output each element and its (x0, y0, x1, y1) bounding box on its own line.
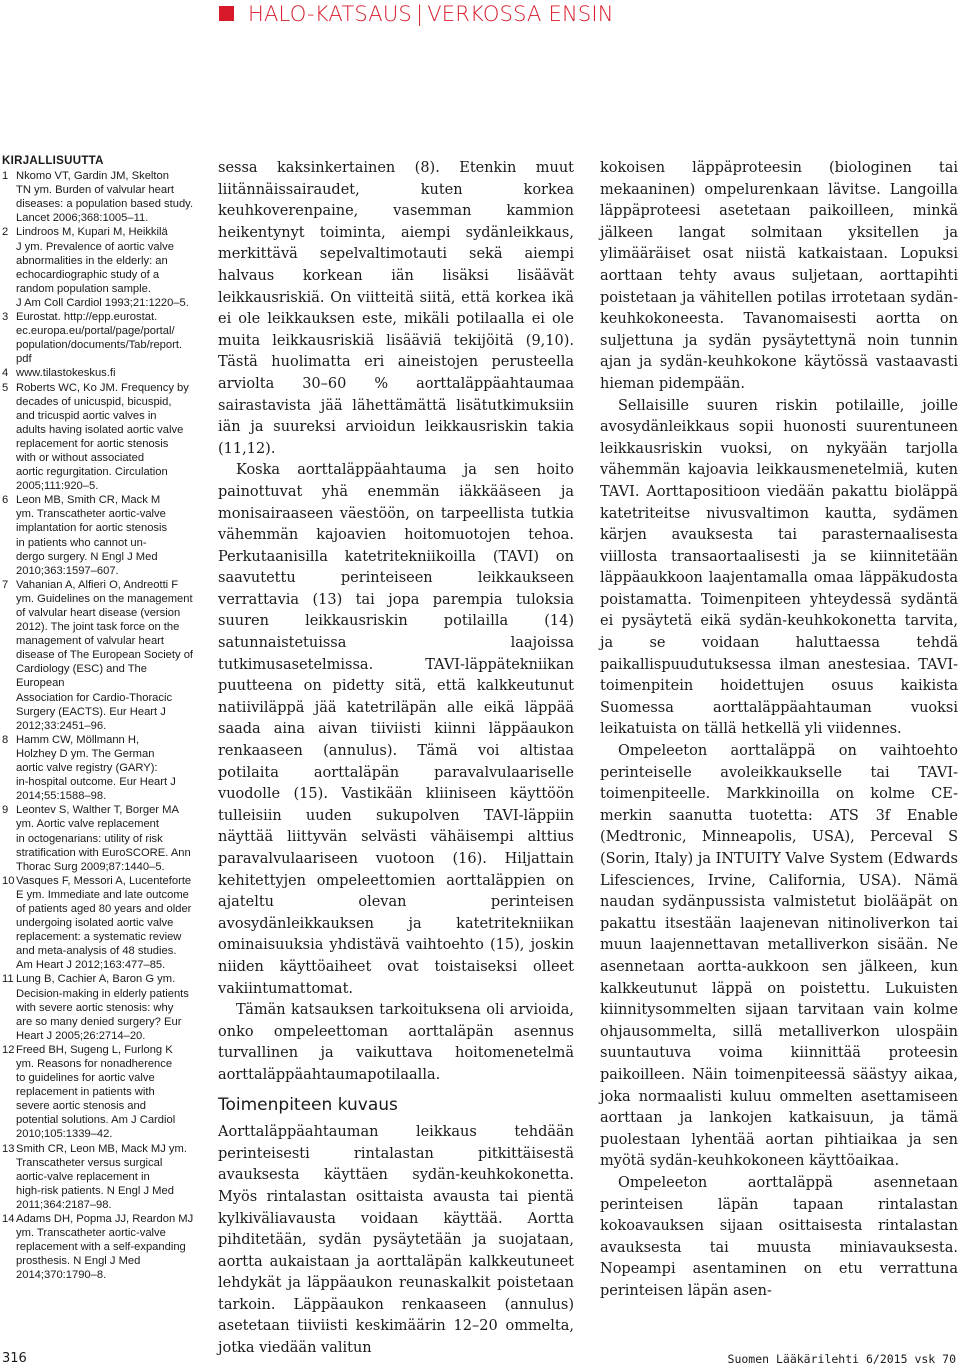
body-paragraph: Koska aorttaläppäahtauma ja sen hoito painottuvat yhä enemmän iäkkääseen ja monisairaaseen väestöön, on tarpeellista tutkia vähemmän kajoavien hoitomuotojen tehoa. Perkutaanisilla katetritekniikoilla (TAVI) on saavutettu perinteiseen leikkaukseen verrattavia (13) tai jopa parempia tuloksia suuren leikkausriskin potilailla (14) satunnaistetuissa laajoissa tutkimusasetelmissa. TAVI-läppätekniikan puutteena on pidetty sitä, että kalkkeutunut natiiviläppä jää katetriläpän alle eikä läppää saada aina aivan tiiviisti kiinni läppäaukon renkaaseen (annulus). Tämä voi altistaa potilaita aorttaläpän paravalvulaariselle vuodolle (15). Vastikään kliiniseen käyttöön tulleisiin uuden sukupolven TAVI-läppiin näyttää liittyvän selvästi vähäisempi alttius paravalvulaariseen vuotoon (16). Hiljattain kehitettyjen ompeleettomien aorttaläppien on ajateltu olevan perinteisen avosydänleikkauksen ja katetritekniikan ominaisuuksia yhdistävä vaihtoehto (15), joskin niiden käyttöaiheet ovat toistaiseksi olleet vakiintumattomat. (218, 462, 574, 997)
reference-item (2, 1212, 198, 1282)
body-column-2 (600, 158, 958, 1302)
body-paragraph: Aorttaläppäahtauman leikkaus tehdään perinteisesti rintalastan pitkittäisestä avauksesta käyttäen sydän-keuhkokonetta. Myös rintalastan osittaista avausta tai pientä kylkiväliavausta voidaan käyttää. Aortta pihditetään, sydän pysäytetään ja suojataan, aortta aukaistaan ja aorttaläpän kalkkeutuneet lehdykät ja läppäaukon reunaskalkit poistetaan tarkoin. Läppäaukon renkaaseen (annulus) asetetaan tiiviisti keskimäärin 12–20 ommelta, jotka viedään valitun (218, 1124, 574, 1357)
body-paragraph: sessa kaksinkertainen (8). Etenkin muut liitännäissairaudet, kuten korkea keuhkoverenpaine, vasemman kammion heikentynyt toiminta, aiempi sydänleikkaus, merkittävä sepelvaltimotauti sekä aiempi halvaus korkean iän lisäksi lisäävät leikkausriskiä. On viitteitä siitä, että korkea ikä ei ole leikkauksen este, mikäli potilaalla ei ole muita leikkausriskiä lisääviä tekijöitä (9,10). Tästä huolimatta eri aineistojen perusteella arviolta 30–60 % aorttaläppäahtaumaa sairastavista jää lähettämättä lisätutkimuksiin iän ja suureksi arvioidun leikkausriskin takia (11,12). (218, 160, 574, 457)
reference-item (2, 803, 198, 873)
section-separator: | (415, 2, 424, 26)
reference-item (2, 874, 198, 973)
reference-item (2, 578, 198, 733)
reference-item (2, 169, 198, 225)
reference-text: Vahanian A, Alfieri O, Andreotti F ym. Guidelines on the management of valvular heart disease (version 2012). The joint task force on the management of valvular heart disease of The European Society of Cardiology (ESC) and The European Association for Cardio-Thoracic Surgery (EACTS). Eur Heart J 2012;33:2451–96. (16, 578, 194, 732)
body-paragraph: kokoisen läppäproteesin (biologinen tai mekaaninen) ompelurenkaan lävitse. Langoilla läppäproteesi asetetaan paikoilleen, minkä jälkeen langat solmitaan yksitellen ja ylimääräiset osat niistä katkaistaan. Lopuksi aorttaan tehty avaus suljetaan, aorttapihti poistetaan ja vähitellen potilas irrotetaan sydän-keuhkokoneesta. Tavanomaisesti aortta on suljettuna ja sydän pysäytettynä noin tunnin ajan ja sydän-keuhkokone käytössä vastaavasti hieman pidempään. (600, 160, 958, 392)
reference-number: 8 (2, 733, 9, 746)
reference-item (2, 493, 198, 578)
body-paragraph: Sellaisille suuren riskin potilaille, joille avosydänleikkaus sopii huonosti suurentuneen leikkausriskin vuoksi, on nykyään tarjolla vähemmän kajoavia leikkausmenetelmiä, kuten TAVI. Aorttapositioon viedään pakattu bioläppä katetriteitse nivusvaltimon kautta, sydämen kärjen avauksesta tai parasternaalisesta viillosta transaortaalisesti ja se kiinnitetään läppäaukkoon laajentamalla omaa läppäkudosta poistamatta. Toimenpiteen yhteydessä sydäntä ei pysäytetä eikä sydän-keuhkokonetta tarvita, ja se voidaan haluttaessa tehdä paikallispuudutuksessa ilman anestesiaa. TAVI-toimenpitein hoidettujen osuus kaikista Suomessa aorttaläppäahtauman vuoksi leikatuista on tällä hetkellä yli viidennes. (600, 397, 958, 738)
reference-text: Nkomo VT, Gardin JM, Skelton TN ym. Burden of valvular heart diseases: a population based study. Lancet 2006;368:1005–11. (16, 170, 194, 225)
reference-text: Adams DH, Popma JJ, Reardon MJ ym. Transcatheter aortic-valve replacement with a self-expanding prosthesis. N Engl J Med 2014;370:1790–8. (16, 1213, 194, 1282)
reference-number: 1 (2, 170, 9, 183)
body-paragraph: Ompeleeton aorttaläppä on vaihtoehto perinteiselle avoleikkaukselle tai TAVI-toimenpiteelle. Markkinoilla on kolme CE-merkin saanutta tuotetta: ATS 3f Enable (Medtronic, Minneapolis, USA), Perceval S (Sorin, Italy) ja INTUITY Valve System (Edwards Lifesciences, Irvine, California, USA). Nämä naudan sydänpussista valmistetut biolääpät on pakattu itsestään laajenevan nitinoliverkon tai muun laajennettavan metalliverkon sisään. Ne asennetaan aortta-aukkoon sen jälkeen, kun kalkkeutunut läppä on poistettu. Lukuisten kiinnitysommelten sijaan tarvitaan vain kolme ohjausommelta, sillä metalliverkon ulospäin suuntautuva voima kiinnittää proteesin paikoilleen. Näin toimenpiteessä säästyy aikaa, joka normaalisti kuluu ommelten asettamiseen aorttaan ja lankojen katkaisuun, ja tämä puolestaan lyhentää aortan pihtiaikaa ja sen myötä sydän-keuhkokoneen käyttöaikaa. (600, 743, 958, 1170)
reference-item (2, 310, 198, 366)
reference-number: 3 (2, 311, 9, 324)
reference-item (2, 381, 198, 494)
body-paragraph: Tämän katsauksen tarkoituksena oli arvioida, onko ompeleettoman aorttaläpän asennus turvallinen ja vaikuttava hoitomenetelmä aorttaläppäahtaumapotilaalla. (218, 1002, 574, 1083)
subsection-name: VERKOSSA ENSIN (427, 2, 614, 26)
reference-text[interactable]: www.tilastokeskus.fi (16, 367, 116, 380)
journal-footer: Suomen Lääkärilehti 6/2015 vsk 70 (727, 1352, 956, 1366)
reference-number: 6 (2, 494, 9, 507)
reference-number: 2 (2, 226, 9, 239)
reference-text: Roberts WC, Ko JM. Frequency by decades of unicuspid, bicuspid, and tricuspid aortic valves in adults having isolated aortic valve replacement for aortic stenosis with or without associated aortic regurgitation. Circulation 2005;111:920–5. (16, 381, 189, 493)
reference-number: 4 (2, 367, 9, 380)
reference-text: Smith CR, Leon MB, Mack MJ ym. Transcatheter versus surgical aortic-valve replacement in high-risk patients. N Engl J Med 2011;364:2187–98. (16, 1142, 187, 1211)
reference-text: Lindroos M, Kupari M, Heikkilä J ym. Prevalence of aortic valve abnormalities in the elderly: an echocardiographic study of a random population sample. J Am Coll Cardiol 1993;21:1220–5. (16, 226, 189, 309)
section-marker-square (219, 6, 234, 21)
reference-text: Hamm CW, Möllmann H, Holzhey D ym. The German aortic valve registry (GARY): in-hospital outcome. Eur Heart J 2014;55:1588–98. (16, 733, 176, 803)
reference-text: Leon MB, Smith CR, Mack M ym. Transcatheter aortic-valve implantation for aortic stenosis in patients who cannot un- dergo surgery. N Engl J Med 2010;363:1597–607. (16, 494, 168, 577)
references-title: KIRJALLISUUTTA (2, 155, 104, 167)
section-heading: Toimenpiteen kuvaus (218, 1094, 398, 1115)
reference-item (2, 733, 198, 803)
reference-item (2, 225, 198, 310)
section-title (248, 2, 614, 26)
reference-item (2, 1043, 198, 1142)
section-name: HALO-KATSAUS (248, 2, 412, 26)
reference-number: 13 (2, 1142, 15, 1155)
reference-text: Vasques F, Messori A, Lucenteforte E ym. Immediate and late outcome of patients aged 80 years and older undergoing isolated aortic valve replacement: a systematic review and meta-analysis of 48 studies. Am Heart J 2012;163:477–85. (16, 874, 192, 972)
reference-number: 10 (2, 874, 15, 887)
reference-number: 11 (2, 973, 14, 986)
reference-item (2, 366, 198, 380)
reference-text: Eurostat. http://epp.eurostat. ec.europa.eu/portal/page/portal/ population/documents/Tab/report. pdf (16, 311, 183, 366)
reference-text: Freed BH, Sugeng L, Furlong K ym. Reasons for nonadherence to guidelines for aortic valve replacement in patients with severe aortic stenosis and potential solutions. Am J Cardiol 2010;105:1339–42. (16, 1043, 176, 1141)
reference-text: Leontev S, Walther T, Borger MA ym. Aortic valve replacement in octogenarians: utility of risk stratification with EuroSCORE. Ann Thorac Surg 2009;87:1440–5. (16, 804, 191, 873)
body-column-1 (218, 158, 574, 1360)
reference-item (2, 972, 198, 1042)
reference-number: 9 (2, 804, 9, 817)
reference-number: 7 (2, 578, 9, 591)
reference-number: 12 (2, 1043, 15, 1056)
body-paragraph: Ompeleeton aorttaläppä asennetaan perinteisen läpän tapaan rintalastan kokoavauksen sijaan osittaisesta rintalastan avauksesta tai muusta miniavauksesta. Nopeampi asentaminen on etu verrattuna perinteisen läpän asen- (600, 1174, 958, 1299)
page-number: 316 (2, 1351, 27, 1366)
reference-number: 5 (2, 381, 9, 394)
references-column (2, 154, 198, 1283)
reference-number: 14 (2, 1213, 15, 1226)
reference-item (2, 1142, 198, 1212)
page-header (0, 0, 960, 40)
reference-text: Lung B, Cachier A, Baron G ym. Decision-making in elderly patients with severe aortic stenosis: why are so many denied surgery? Eur Heart J 2005;26:2714–20. (16, 973, 189, 1042)
